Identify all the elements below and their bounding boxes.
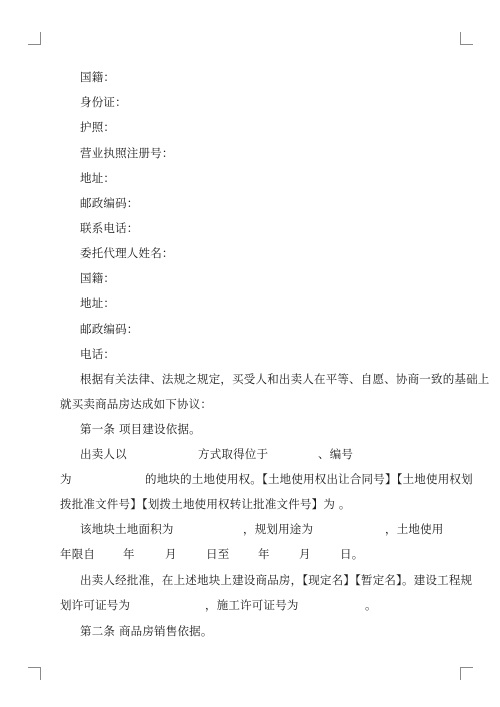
- field-nationality: 国籍：: [80, 70, 116, 84]
- article-1-text: 的地块的土地使用权。【土地使用权出让合同号】【土地使用权划: [145, 472, 473, 486]
- article-1-text: 月: [165, 547, 177, 561]
- crop-mark-bottom-left: [28, 667, 41, 680]
- intro-line-2: 就买卖商品房达成如下协议：: [60, 397, 213, 411]
- field-id-card: 身份证：: [80, 95, 127, 109]
- field-phone: 联系电话：: [80, 221, 139, 235]
- article-1-text: 月: [299, 547, 311, 561]
- article-1-text: 年限自: [60, 547, 96, 561]
- article-1-text: 该地块土地面积为: [80, 522, 174, 536]
- article-1-text: 日至: [206, 547, 230, 561]
- intro-line-1: 根据有关法律、法规之规定，买受人和出卖人在平等、自愿、协商一致的基础上: [80, 372, 490, 386]
- field-address: 地址：: [80, 171, 116, 185]
- field-agent-phone: 电话：: [80, 347, 116, 361]
- article-1-text: 年: [258, 547, 270, 561]
- article-1-text: 拨批准文件号】【划拨土地使用权转让批准文件号】为 。: [60, 497, 351, 511]
- article-1-text: 方式取得位于: [198, 447, 269, 461]
- crop-mark-top-right: [460, 32, 473, 45]
- field-postal-code: 邮政编码：: [80, 196, 139, 210]
- article-1-heading: 第一条 项目建设依据。: [80, 422, 201, 436]
- article-1-text: 日。: [340, 547, 364, 561]
- article-1-text: ，施工许可证号为: [205, 598, 299, 612]
- article-1-text: 年: [123, 547, 135, 561]
- article-1-text: 。: [365, 598, 377, 612]
- field-agent-postal-code: 邮政编码：: [80, 322, 139, 336]
- field-agent-address: 地址：: [80, 296, 116, 310]
- field-agent-nationality: 国籍：: [80, 271, 116, 285]
- article-1-text: 为: [60, 472, 72, 486]
- crop-mark-bottom-right: [460, 667, 473, 680]
- field-business-license: 营业执照注册号：: [80, 146, 174, 160]
- article-1-text: ，规划用途为: [243, 522, 314, 536]
- crop-mark-top-left: [28, 32, 41, 45]
- article-1-text: ，土地使用: [385, 522, 444, 536]
- field-agent-name: 委托代理人姓名：: [80, 246, 174, 260]
- article-1-text: 出卖人以: [80, 447, 127, 461]
- field-passport: 护照：: [80, 120, 116, 134]
- article-1-text: 出卖人经批准，在上述地块上建设商品房，【现定名】【暂定名】。建设工程规: [80, 573, 473, 587]
- article-1-text: 划许可证号为: [60, 598, 131, 612]
- article-2-heading: 第二条 商品房销售依据。: [80, 624, 213, 638]
- article-1-text: 、编号: [318, 447, 354, 461]
